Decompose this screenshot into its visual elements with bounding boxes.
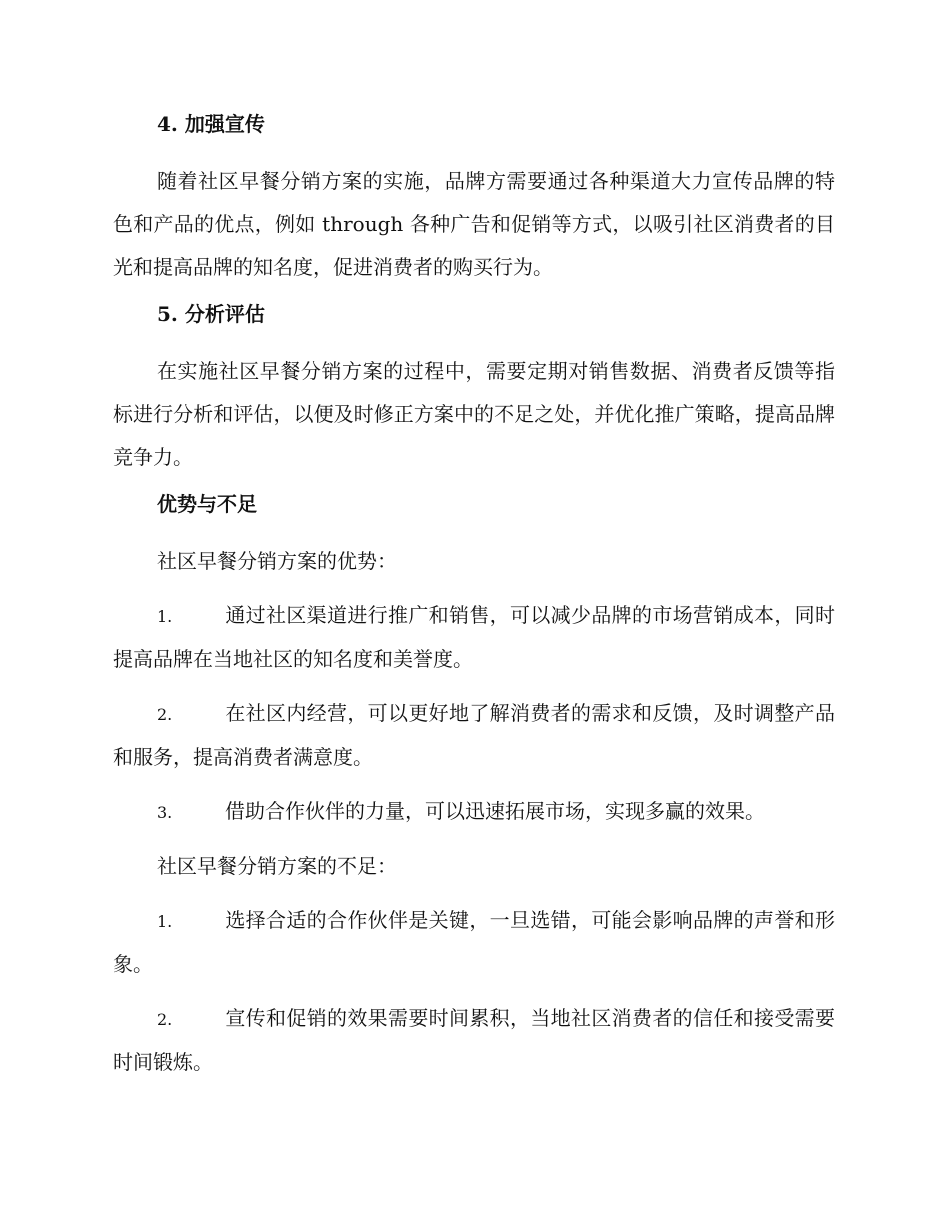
list-text: 通过社区渠道进行推广和销售，可以减少品牌的市场营销成本，同时提高品牌在当地社区的知名度和美誉度。 — [113, 603, 835, 671]
list-number: 1. — [157, 912, 173, 931]
list-number: 2. — [157, 1010, 173, 1029]
advantage-item — [113, 692, 835, 779]
section-heading-5: 5. 分析评估 — [157, 302, 265, 326]
pros-cons-heading: 优势与不足 — [157, 492, 257, 516]
list-number: 1. — [157, 607, 173, 626]
list-number: 3. — [157, 803, 173, 822]
list-text: 选择合适的合作伙伴是关键，一旦选错，可能会影响品牌的声誉和形象。 — [113, 908, 835, 976]
disadvantage-item — [113, 997, 835, 1084]
advantages-intro: 社区早餐分销方案的优势： — [157, 549, 397, 573]
advantage-item — [113, 790, 835, 834]
advantage-item — [113, 594, 835, 681]
disadvantage-item — [113, 899, 835, 986]
list-number: 2. — [157, 705, 173, 724]
list-text: 在社区内经营，可以更好地了解消费者的需求和反馈，及时调整产品和服务，提高消费者满意度。 — [113, 701, 835, 769]
list-text: 借助合作伙伴的力量，可以迅速拓展市场，实现多赢的效果。 — [225, 799, 765, 823]
section-heading-4: 4. 加强宣传 — [157, 112, 265, 136]
section-paragraph-5: 在实施社区早餐分销方案的过程中，需要定期对销售数据、消费者反馈等指标进行分析和评估，以便及时修正方案中的不足之处，并优化推广策略，提高品牌竞争力。 — [113, 359, 835, 469]
list-text: 宣传和促销的效果需要时间累积，当地社区消费者的信任和接受需要时间锻炼。 — [113, 1006, 835, 1074]
section-paragraph-4: 随着社区早餐分销方案的实施，品牌方需要通过各种渠道大力宣传品牌的特色和产品的优点，例如 through 各种广告和促销等方式，以吸引社区消费者的目光和提高品牌的知名度，促进消费者的购买行为。 — [113, 169, 835, 279]
disadvantages-intro: 社区早餐分销方案的不足： — [157, 854, 397, 878]
